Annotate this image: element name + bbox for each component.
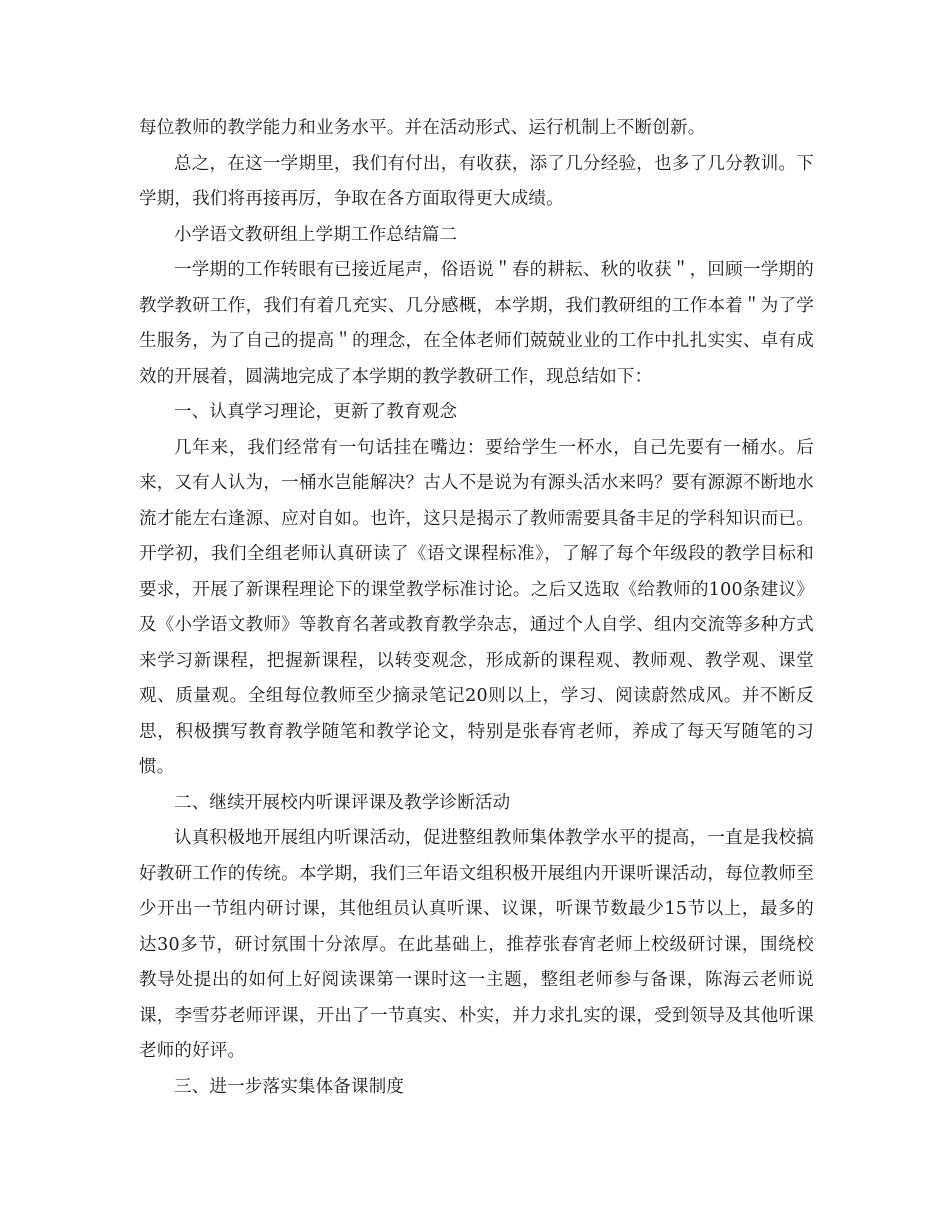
paragraph-intro: 一学期的工作转眼有已接近尾声，俗语说＂春的耕耘、秋的收获＂，回顾一学期的教学教研工作，我们有着几充实、几分感概，本学期，我们教研组的工作本着＂为了学生服务，为了自己的提高＂的理念，在全体老师们兢兢业业的工作中扎扎实实、卓有成效的开展着，圆满地完成了本学期的教学教研工作，现总结如下： [139,260,814,387]
heading-three: 三、进一步落实集体备课制度 [174,1076,405,1097]
document-body [139,111,814,1105]
paragraph-theory: 几年来，我们经常有一句话挂在嘴边：要给学生一杯水，自己先要有一桶水。后来，又有人认为，一桶水岂能解决？古人不是说为有源头活水来吗？要有源源不断地水流才能左右逢源、应对自如。也许，这只是揭示了教师需要具备丰足的学科知识而已。开学初，我们全组老师认真研读了《语文课程标准》，了解了每个年级段的教学目标和要求，开展了新课程理论下的课堂教学标准讨论。之后又选取《给教师的100条建议》及《小学语文教师》等教育名著或教育教学杂志，通过个人自学、组内交流等多种方式来学习新课程，把握新课程，以转变观念，形成新的课程观、教师观、教学观、课堂观、质量观。全组每位教师至少摘录笔记20则以上，学习、阅读蔚然成风。并不断反思，积极撰写教育教学随笔和教学论文，特别是张春宵老师，养成了每天写随笔的习惯。 [139,437,814,777]
paragraph-lessons: 认真积极地开展组内听课活动，促进整组教师集体教学水平的提高，一直是我校搞好教研工作的传统。本学期，我们三年语文组积极开展组内开课听课活动，每位教师至少开出一节组内研讨课，其他组员认真听课、议课，听课节数最少15节以上，最多的达30多节，研讨氛围十分浓厚。在此基础上，推荐张春宵老师上校级研讨课，围绕校教导处提出的如何上好阅读课第一课时这一主题，整组老师参与备课，陈海云老师说课，李雪芬老师评课，开出了一节真实、朴实，并力求扎实的课，受到领导及其他听课老师的好评。 [139,828,814,1061]
section-title: 小学语文教研组上学期工作总结篇二 [174,224,458,245]
heading-two: 二、继续开展校内听课评课及教学诊断活动 [174,792,511,813]
heading-one: 一、认真学习理论，更新了教育观念 [174,402,458,422]
paragraph-summary: 总之，在这一学期里，我们有付出，有收获，添了几分经验，也多了几分教训。下学期，我们将再接再厉，争取在各方面取得更大成绩。 [139,153,814,209]
paragraph-continuation: 每位教师的教学能力和业务水平。并在活动形式、运行机制上不断创新。 [139,118,706,138]
